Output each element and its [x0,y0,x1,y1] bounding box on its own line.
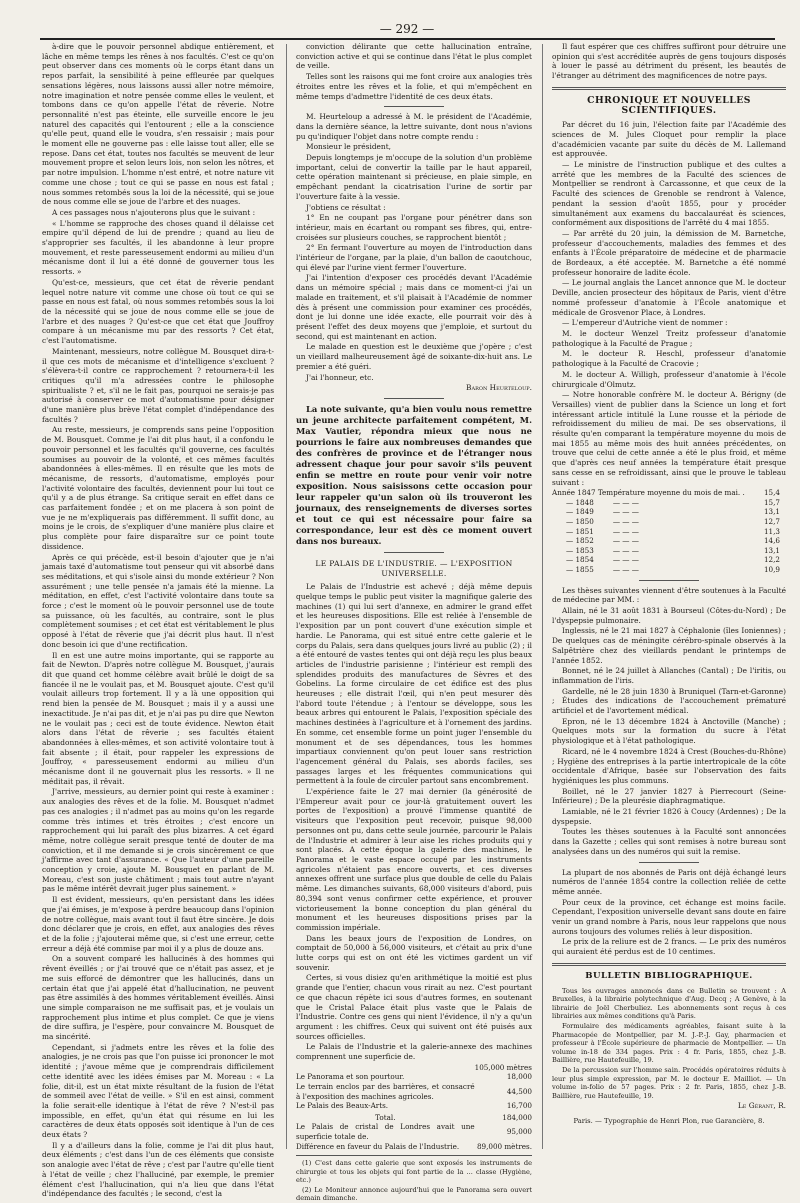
thesis-item: Toutes les thèses soutenues à la Faculté sont annoncées dans la Gazette ; celles qui sont remises à notre bureau sont analysées dans un des numéros qui suit la remise. [552,827,786,856]
letter-paragraph: M. Heurteloup a adressé à M. le président de l'Académie, dans la dernière séance, la lettre suivante, dont nous n'avions pu qu'indiquer l'objet dans notre compte rendu : [296,112,532,141]
letter-paragraph: J'obtiens ce résultat : [306,202,386,212]
section-separator [384,398,444,399]
paragraph: « L'homme se rapproche des choses quand il délaisse cet empire qu'il dépend de lui de prendre ; quand au lieu de s'approprier ses facultés, il les abandonne à leur propre mouvement, et reste paresseusement endormi au milieu d'un mécanisme dont il lui a été donné de gouverner tous les ressorts. » [42,218,274,277]
table-cell-value: 18,000 [506,1072,532,1082]
paragraph: Le Palais de l'Industrie et la galerie-annexe des machines comprennent une superficie de. [296,1042,532,1062]
letter-paragraph: Depuis longtemps je m'occupe de la solution d'un problème important, celui de convertir la taille par le haut appareil, cette opération maintenant si précieuse, en plaie simple, en empêchant pendant la cicatrisation l'urine de sortir par l'ouverture faite à la vessie. [296,153,532,201]
news-item: M. le docteur R. Heschl, professeur d'anatomie pathologique à la Faculté de Cracovie ; [552,349,786,369]
table-cell-value: 12,7 [763,517,780,527]
table-row [552,488,786,498]
footnote: (1) C'est dans cette galerie que sont exposés les instruments de chirurgie et tous les objets qui font partie de la ... classe (Hygiène, etc.) [296,1159,532,1185]
paragraph: L'expérience faite le 27 mai dernier (la générosité de l'Empereur avait pour ce jour-là gratuitement ouvert les portes de l'exposition) a prouvé l'immense quantité de visiteurs que l'exposition peut recevoir, puisque 98,000 personnes ont pu, dans cette seule journée, parcourir le Palais de l'Industrie et admirer à leur aise les riches produits qui y sont placés. A cette époque la galerie des machines, le Panorama et le vaste espace occupé par les instruments agricoles n'étaient pas encore ouverts, et ces diverses annexes offrent une surface plus que double de celle du Palais même. Les dimanches suivants, 68,000 visiteurs d'abord, puis 80,394 sont venus confirmer cette expérience, et prouver victorieusement la bonne conception du plan général du monument et les heureuses dispositions prises par la commission impériale. [296,787,532,932]
section-heading-bulletin: BULLETIN BIBLIOGRAPHIQUE. [585,970,753,981]
paragraph: Au reste, messieurs, je comprends sans peine l'opposition de M. Bousquet. Comme je l'ai dit plus haut, il a confondu le pouvoir personnel et les facultés qu'il gouverne, ces facultés soumises au pouvoir de la volonté, et ces mêmes facultés abandonnées à elles-mêmes. Il en résulte que les mots de mécanisme, de ressorts, d'automatisme, employés pour l'activité volontaire des facultés, deviennent pour lui tout ce qu'il y a de plus étrange. Sa critique serait en effet dans ce cas parfaitement fondée ; et on me placera à son point de vue je ne m'expliquerais pas différemment. Il suffit donc, au moins je le crois, de s'expliquer d'une manière plus claire et plus complète pour faire disparaître sur ce point toute dissidence. [42,425,274,551]
thesis-item: Inglessis, né le 21 mai 1827 à Céphalonie (îles Ioniennes) ; De quelques cas de méningite cérébro-spinale observés à la Salpêtrière chez des vieillards pendant le printemps de l'année 1852. [552,626,786,665]
news-item: M. le docteur A. Willigh, professeur d'anatomie à l'école chirurgicale d'Olmutz. [552,369,786,389]
table-row [296,1101,532,1111]
page-number: — 292 — [379,22,435,36]
table-row: — 1853 — — — 13,1 [552,546,786,556]
paragraph: Certes, si vous disiez qu'en arithmétique la moitié est plus grande que l'entier, chacun vous rirait au nez. C'est pourtant ce que chacun répète ici sous d'autres formes, en soutenant que le Cristal Palace était plus vaste que le Palais de l'Industrie. Contre ces gens qui nient l'évidence, il n'y a qu'un argument : les chiffres. Ceux qui suivent ont été puisés aux sources officielles. [296,973,532,1041]
table-row: — 1849 — — — 13,1 [552,507,786,517]
footnote: (2) Le Moniteur annonce aujourd'hui que le Panorama sera ouvert demain dimanche. [296,1185,532,1203]
letter-paragraph: 1° En ne coupant pas l'organe pour pénétrer dans son intérieur, mais en écartant ou rompant ses fibres, qui, entre-croisées sur plusieurs couches, se rapprochent bientôt ; [296,213,532,242]
table-cell-year: — 1851 [566,526,594,536]
thesis-item: Ricard, né le 4 novembre 1824 à Crest (Bouches-du-Rhône) ; Hygiène des entreprises à la partie intertropicale de la côte occidentale d'Afrique, basée sur l'observation des faits hygiéniques les plus communs. [552,746,786,785]
table-cell-year: — 1852 [566,536,594,546]
table-row [296,1072,532,1082]
thesis-item: Allain, né le 31 août 1831 à Bourseul (Côtes-du-Nord) ; De l'dyspepsie pulmonaire. [552,605,786,625]
table-cell-value: 16,700 [506,1101,532,1111]
bulletin-intro: Tous les ouvrages annoncés dans ce Bulletin se trouvent : A Bruxelles, à la librairie polytechnique d'Aug. Decq ; A Genève, à la librairie de Joël Cherbuliez. Les abonnements sont reçus à ces librairies aux mêmes conditions qu'à Paris. [552,986,786,1021]
thesis-item: Bonnet, né le 24 juillet à Allanches (Cantal) ; De l'iritis, ou inflammation de l'iris. [552,666,786,685]
table-row: — 1848 — — — 15,7 [552,498,786,508]
table-cell-value: 15,4 [763,488,780,498]
news-item: — Par arrêté du 20 juin, la démission de M. Barnetche, professeur d'accouchements, maladies des femmes et des enfants à l'École préparatoire de médecine et de pharmacie de Bordeaux, a été acceptée. M. Barnetche a été nommé professeur honoraire de ladite école. [552,228,786,277]
table-row: — 1855 — — — 10,9 [552,565,786,575]
news-item: Par décret du 16 juin, l'élection faite par l'Académie des sciences de M. Jules Cloquet pour remplir la place d'académicien vacante par suite du décès de M. Lallemand est approuvée. [552,120,786,159]
column-left [42,42,274,1199]
table-cell-year: — 1853 [566,545,594,555]
bulletin-entry: Formulaire des médicaments agréables, faisant suite à la Pharmacopée de Montpellier, par M. J.-P.-J. Gay, pharmacien et professeur à l'École supérieure de pharmacie de Montpellier. — Un volume in-18 de 334 pages. Prix : 4 fr. Paris, 1855, chez J.-B. Baillière, rue Hautefeuille, 19. [552,1021,786,1065]
paragraph: Cependant, si j'admets entre les rêves et la folie des analogies, je ne crois pas que l'on puisse ici prononcer le mot identité ; j'avoue même que je comprendrais difficilement cette identité avec les idées émises par M. Moreau : « La folie, dit-il, est un état mixte résultant de la fusion de l'état de sommeil avec l'état de veille. » S'il en est ainsi, comment la folie serait-elle identique à l'état de rêve ? N'est-il pas impossible, en effet, qu'un état qui résume en lui les caractères de deux états opposés soit identique à l'un de ces deux états ? [42,1042,274,1140]
table-cell-label [296,1063,475,1073]
table-cell-label: Différence en faveur du Palais de l'Industrie. [296,1141,460,1151]
table-cell-label: Le Panorama et son pourtour. [296,1072,405,1082]
section-separator [639,862,699,863]
news-item: — L'empereur d'Autriche vient de nommer : [562,318,728,328]
table-cell-value: 11,3 [763,526,780,536]
table-cell-value: 14,6 [763,536,780,546]
section-heading-palais: LE PALAIS DE L'INDUSTRIE. — L'EXPOSITION UNIVERSELLE. [315,558,513,578]
header-rule [40,38,775,40]
table-row: — 1850 — — — 12,7 [552,517,786,527]
section-heading-chronique: CHRONIQUE ET NOUVELLES SCIENTIFIQUES. [587,94,751,116]
paragraph: Qu'est-ce, messieurs, que cet état de rêverie pendant lequel notre nature vit comme une chose où tout ce qui se passe en nous est fatal, où nous sommes retombés sous la loi de la nécessité qui se joue de nous comme elle se joue de l'arbre et des nuages ? Qu'est-ce que cet état que Jouffroy compare à un mécanisme mu par des ressorts ? Cet état, c'est l'automatisme. [42,277,274,346]
paragraph: On a souvent comparé les hallucinés à des hommes qui rêvent éveillés ; or j'ai trouvé que ce n'était pas assez, et je me suis efforcé de démontrer que les hallucinés, dans un certain état que j'ai appelé état d'hallucination, ne peuvent pas être assimilés à des hommes véritablement éveillés. Ainsi une simple comparaison ne me suffisait pas, et je voulais un rapprochement plus intime et plus complet. Ce que je viens de dire suffira, je l'espère, pour convaincre M. Bousquet de ma sincérité. [42,954,274,1042]
table-cell-label: Le terrain enclos par des barrières, et consacré à l'exposition des machines agricoles. [296,1081,475,1101]
letter-paragraph: Le malade en question est le deuxième que j'opère ; c'est un vieillard malheureusement âgé de soixante-dix-huit ans. Le premier a été guéri. [296,342,532,371]
bibliographic-bulletin [552,972,786,1100]
thesis-item: Lamiable, né le 21 février 1826 à Coucy (Ardennes) ; De la dyspepsie. [552,807,786,826]
letter-paragraph: J'ai l'intention d'exposer ces procédés devant l'Académie dans un mémoire spécial ; mais dans ce moment-ci j'ai un malade en traitement, et s'il plaisait à l'Académie de nommer dès à présent une commission pour examiner ces procédés, dont je lui donne une idée exacte, elle pourrait voir dès à présent l'effet des deux moyens que j'emploie, et surtout du second, qui est maintenant en action. [296,273,532,341]
table-cell-value: 44,500 [506,1086,532,1096]
paragraph: Il en est une autre moins importante, qui se rapporte au fait de Newton. D'après notre collègue M. Bousquet, j'aurais dit que quand cet homme célèbre avait brûlé le doigt de sa fiancée il ne le voulait pas, et M. Bousquet ajoute. C'est qu'il voulait ailleurs trop fortement. Il y a là une opposition qui rend bien la pensée de M. Bousquet ; mais il y a aussi une inexactitude. Je n'ai pas dit, et je n'ai pas pu dire que Newton ne le voulait pas ; ceci est de toute évidence. Newton était alors dans l'état de rêverie ; ses facultés étaient abandonnées à elles-mêmes, et son activité volontaire tout à fait absente ; il était, pour rappeler les expressions de Jouffroy, « paresseusement endormi au milieu d'un mécanisme dont il ne gouvernait plus les ressorts. » Il ne méditait pas, il rêvait. [42,650,274,786]
table-row: — 1854 — — — 12,2 [552,555,786,565]
thesis-item: Les thèses suivantes viennent d'être soutenues à la Faculté de médecine par MM. : [552,585,786,605]
thesis-item: Gardelle, né le 28 juin 1830 à Bruniquel (Tarn-et-Garonne) ; Études des indications de l'accouchement prématuré artificiel et de l'avortement médical. [552,686,786,716]
paragraph: Dans les beaux jours de l'exposition de Londres, on comptait de 50,000 à 56,000 visiteurs, et c'était au prix d'une lutte corps qui est on ont été les victimes gardent un vif souvenir. [296,933,532,972]
table-cell-year: — 1848 [566,497,594,507]
bulletin-entry: De la percussion sur l'homme sain. Procédés opératoires réduits à leur plus simple expression, par M. le docteur E. Mailliot. — Un volume in-folio de 57 pages. Prix : 2 fr. Paris, 1855, chez J.-B. Baillière, rue Hautefeuille, 19. [552,1065,786,1100]
column-right [552,42,786,1152]
table-cell-year: — 1849 [566,507,594,517]
table-row: — 1851 — — — 11,3 [552,527,786,537]
section-separator [552,87,786,90]
paragraph: Après ce qui précède, est-il besoin d'ajouter que je n'ai jamais taxé d'automatisme tout penseur qui vit absorbé dans ses méditations, et qui s'isole ainsi du monde extérieur ? Non assurément ; une telle pensée n'a jamais été la mienne. La méditation, en effet, c'est l'activité volontaire dans toute sa force ; c'est le moment où le pouvoir personnel use de toute sa puissance, où les facultés, au contraire, sont le plus complètement soumises ; et cet état est véritablement le plus opposé à l'état de rêverie que j'ai décrit plus haut. Il n'est donc besoin ici que d'une rectification. [42,552,274,649]
section-separator [552,963,786,966]
table-row [296,1063,532,1073]
news-item: — Notre honorable confrère M. le docteur A. Bérigny (de Versailles) vient de publier dans la Science un long et fort intéressant article intitulé la Lune rousse et la période de refroidissement du milieu de mai. De ses observations, il résulte qu'en comparant la température moyenne du mois de mai 1855 au même mois des huit années précédentes, on trouve que celui de cette année a été le plus froid, et même que d'après ces neuf années la température était presque sans cesse en se refroidissant, ainsi que le prouve le tableau suivant : [552,390,786,487]
table-row-total [296,1111,532,1123]
letter-signature: Baron Heurteloup. [466,383,532,393]
table-cell-value: 15,7 [763,497,780,507]
notice-paragraph: La plupart de nos abonnés de Paris ont déjà échangé leurs numéros de l'année 1854 contre la collection reliée de cette même année. [552,867,786,896]
paragraph: Il y a d'ailleurs dans la folie, comme je l'ai dit plus haut, deux éléments ; c'est dans l'un de ces éléments que consiste son analogie avec l'état de rêve ; c'est par l'autre qu'elle tient à l'état de veille ; chez l'halluciné, par exemple, le premier élément c'est l'hallucination, qui n'a lieu que dans l'état d'indépendance des facultés ; le second, c'est la [42,1140,274,1199]
table-row [296,1082,532,1101]
paragraph: Il est évident, messieurs, qu'en persistant dans les idées que j'ai émises, je m'expose à perdre beaucoup dans l'opinion de notre collègue, mais avant tout il faut être sincère. Je dois donc déclarer que je crois, en effet, aux analogies des rêves et de la folie ; j'ajouterai même que, si c'est une erreur, cette erreur a déjà été commise par moi il y a plus de douze ans. [42,895,274,953]
thesis-item: Boillet, né le 27 janvier 1827 à Pierrecourt (Seine-Inférieure) ; De la pleurésie diaphragmatique. [552,786,786,806]
table-cell-value: 105,000 mètres [474,1062,532,1072]
gerant-signature: Le Gérant, R. [737,1101,786,1111]
column-divider [286,44,287,1149]
letter-paragraph: 2° En fermant l'ouverture au moyen de l'introduction dans l'intérieur de l'organe, par la plaie, d'un ballon de caoutchouc, qui élevé par l'urine vient fermer l'ouverture. [296,243,532,272]
editorial-note: La note suivante, qu'a bien voulu nous remettre un jeune architecte parfaitement compétent, M. Max Vautier, répondra mieux que nous ne pourrions le faire aux nombreuses demandes que des confrères de province et de l'étranger nous adressent chaque jour pour savoir s'ils peuvent enfin se mettre en route pour venir voir notre exposition. Nous saisissons cette occasion pour leur rappeler qu'un salon où ils trouveront les journaux, des renseignements de diverses sortes et tout ce qui est nécessaire pour faire sa correspondance, leur est dès ce moment ouvert dans nos bureaux. [296,403,532,546]
temperature-table [552,488,786,574]
table-row: — 1852 — — — 14,6 [552,536,786,546]
paragraph: A ces passages nous n'ajouterons plus que le suivant : [52,207,256,217]
table-cell-year: — 1855 [566,564,594,574]
section-separator [639,580,699,581]
footnotes [296,1155,532,1203]
paragraph: Il faut espérer que ces chiffres suffiront pour détruire une opinion qui s'est accréditée auprès de gens toujours disposés à louer le passé au détriment du présent, les beautés de l'étranger au détriment des magnificences de notre pays. [552,42,786,81]
section-separator [384,106,444,107]
section-separator [384,552,444,553]
table-row [296,1122,532,1141]
column-divider [542,44,543,1149]
table-cell-label: Total. [375,1112,396,1122]
paragraph: à-dire que le pouvoir personnel abdique entièrement, et lâche en même temps les rênes à nos facultés. C'est ce qu'on peut observer dans ces moments où le corps étant dans un repos parfait, la sensibilité à peine effleurée par quelques sensations légères, nous laissons aussi aller notre mémoire, notre imagination et notre pensée comme elles le veulent, et tombons dans ce qu'on appelle l'état de rêverie. Notre personnalité n'est pas éteinte, elle surveille encore le jeu naturel des capacités qui l'entourent ; elle a la conscience qu'elle peut, quand elle le voudra, s'en ressaisir ; mais pour le moment elle ne gouverne pas : elle laisse tout aller, elle se repose. Dans cet état, toutes nos facultés se meuvent de leur mouvement propre et selon leurs lois, non selon les nôtres, et par notre impulsion. L'homme n'est entré, et notre nature vit comme une chose ; tout ce qui se passe en nous est fatal ; nous sommes retombés sous la loi de la nécessité, qui se joue de nous comme elle se joue de l'arbre et des nuages. [42,42,274,207]
letter-salutation: Monsieur le président, [306,142,392,152]
table-cell-value: 13,1 [763,507,780,517]
table-cell-value: 10,9 [763,564,780,574]
table-cell-value: 13,1 [763,545,780,555]
paragraph: J'arrive, messieurs, au dernier point qui reste à examiner : aux analogies des rêves et de la folie. M. Bousquet n'admet pas ces analogies ; il n'admet pas au moins qu'on les regarde comme très intimes et très étroites ; c'est encore un rapprochement qui lui paraît des plus bizarres. A cet égard même, notre collègue serait presque tenté de douter de ma conviction, et il me demande si je crois sincèrement ce que j'affirme avec tant d'assurance. « Que l'auteur d'une pareille conception y croie, ajoute M. Bousquet en parlant de M. Moreau, c'est son juste châtiment ; mais tout autre n'ayant pas le même intérêt devrait juger plus sainement. » [42,787,274,894]
column-middle [296,42,532,1203]
table-cell-label: Le Palais de cristal de Londres avait une superficie totale de. [296,1122,475,1141]
letter-paragraph: J'ai l'honneur, etc. [306,372,374,382]
news-item: M. le docteur Wenzel Treitz professeur d'anatomie pathologique à la Faculté de Prague ; [552,328,786,348]
table-cell-label: Le Palais des Beaux-Arts. [296,1101,389,1111]
paragraph: Maintenant, messieurs, notre collègue M. Bousquet dira-t-il que ces mots de mécanisme et d'intelligence s'excluent ? s'élèvera-t-il contre ce rapprochement ? retournera-t-il les critiques qu'il m'a adressées contre le philosophe spiritualiste ? et, s'il ne le fait pas, pourquoi ne serais-je pas autorisé à conserver ce mot d'automatisme pour désigner d'une manière plus brève l'état complet d'indépendance des facultés ? [42,346,274,424]
news-item: — Le ministre de l'instruction publique et des cultes a arrêté que les membres de la Faculté des sciences de Montpellier se rendront à Carcassonne, et que ceux de la Faculté des sciences de Grenoble se rendront à Valence, pendant la session d'août 1855, pour y procéder simultanément aux examens du baccalauréat ès sciences, conformément aux dispositions de l'arrêté du 4 mai 1855. [552,160,786,228]
table-cell-value: 89,000 mètres. [476,1141,532,1151]
table-cell-year: — 1854 [566,555,594,565]
imprint: Paris. — Typographie de Henri Plon, rue Garancière, 8. [573,1117,765,1126]
news-item: — Le journal anglais the Lancet annonce que M. le docteur Deville, ancien prosecteur des hôpitaux de Paris, vient d'être nommé professeur d'anatomie à l'École anatomique et médicale de Grosvenor Place, à Londres. [552,278,786,317]
table-cell-label: Année 1847 Température moyenne du mois de mai. . [552,488,745,498]
surface-table [296,1063,532,1151]
table-cell-value: 12,2 [763,555,780,565]
notice-paragraph: Pour ceux de la province, cet échange est moins facile. Cependant, l'exposition universelle devant sans doute en faire venir un grand nombre à Paris, nous leur rappelons que nous aurons toujours des volumes reliés à leur disposition. [552,897,786,936]
table-row [296,1142,532,1152]
table-cell-value: 184,000 [502,1112,532,1122]
thesis-item: Epron, né le 13 décembre 1824 à Anctoville (Manche) ; Quelques mots sur la formation du sucre à l'état physiologique et à l'état pathologique. [552,716,786,746]
paragraph: Le Palais de l'Industrie est achevé ; déjà même depuis quelque temps le public peut visiter la magnifique galerie des machines (1) qui lui sert d'annexe, en admirer le grand effet et les heureuses dispositions. Elle est reliée à l'ensemble de l'exposition par un pont couvert d'une exécution simple et hardie. Le Panorama, qui est situé entre cette galerie et le corps du Palais, sera dans quelques jours livré au public (2) ; il a été entouré de vastes tentes qui ont déjà reçu les plus beaux articles de l'industrie parisienne ; l'intérieur est rempli des splendides produits des manufactures de Sèvres et des Gobelins. La forme circulaire de cet édifice est des plus heureuses ; elle distrait l'œil, qui n'en peut mesurer dès l'abord toute l'étendue ; à l'entour se développe, sous les beaux arbres qui entourent le Palais, l'exposition spéciale des machines destinées à l'agriculture et à l'ornement des jardins. En somme, cet ensemble forme un point juger l'ensemble du monument et de ses dépendances, tous les hommes impartiaux conviennent qu'on peut louer sans restriction l'agencement général du Palais, ses abords faciles, ses passages larges et les fréquentes communications qui permettent à la foule de circuler partout sans encombrement. [296,582,532,786]
notice-paragraph: Le prix de la reliure est de 2 francs. — Le prix des numéros qui auraient été perdus est de 10 centimes. [552,937,786,957]
table-cell-year: — 1850 [566,517,594,527]
paragraph: Telles sont les raisons qui me font croire aux analogies très étroites entre les rêves et la folie, et qui m'empêchent en même temps d'admettre l'identité de ces deux états. [296,72,532,101]
paragraph: conviction délirante que cette hallucination entraîne, conviction active et qui se continue dans l'état le plus complet de veille. [296,42,532,71]
table-cell-value: 95,000 [506,1127,532,1137]
